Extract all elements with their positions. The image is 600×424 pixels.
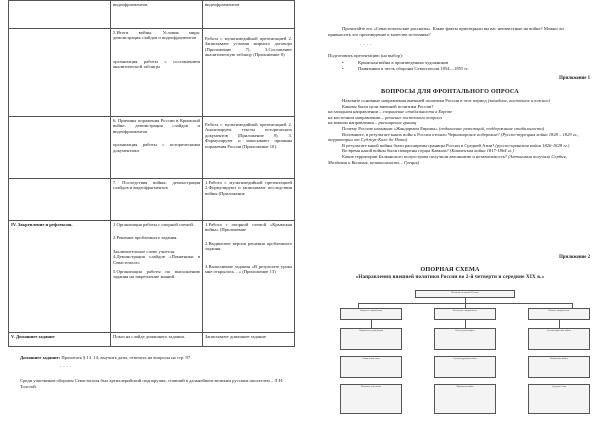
diagram-item: Восточный вопрос	[434, 328, 496, 350]
table-cell	[111, 221, 203, 333]
table-cell	[9, 333, 111, 347]
question-text: Назовите основные направления внешней политики России в этот период	[342, 98, 487, 103]
answer-text: (Кавказская война 1817-1864 гг.)	[449, 148, 514, 154]
table-row	[9, 221, 295, 333]
dash-divider: - - - -	[360, 42, 372, 47]
diagram-connector	[371, 320, 372, 328]
cell-text: организация работы с историческими документами	[113, 142, 200, 153]
answer-text: сохранение стабильности в Европе	[382, 109, 453, 115]
appendix-label: Приложение 2	[559, 255, 590, 260]
diagram-column-head: Западное направление	[340, 308, 402, 320]
diagram-item: Кавказская война	[528, 356, 590, 378]
table-row	[9, 333, 295, 347]
cell-text: 5.Итоги войны. Условия мира: демонстрация слайдов и видеофрагментов	[113, 30, 200, 41]
table-cell: Записывают домашнее задание	[203, 333, 295, 347]
cell-text: Заключительное слово учителя.	[113, 248, 176, 254]
diagram-item: Польское восстание	[340, 384, 402, 414]
table-cell: Показ на слайде домашнего задания.	[111, 333, 203, 347]
question-text: Вспомните, в результате каких войн к России отошло Черноморское побережье?	[342, 131, 500, 137]
cell-text: 1.Работа с мультимедийной презентацией 2.Формулируют и записывают последствия войны (Приложение	[205, 180, 292, 196]
answer-text: (Русско-турецкая война 1828 – 1829 гг., территории от Суджук-Кале до Поти)	[328, 131, 579, 143]
diagram-item: Средняя Азия	[528, 384, 590, 414]
diagram-column-head: Южное направление	[528, 308, 590, 320]
table-cell	[203, 29, 295, 117]
table-row	[9, 1, 295, 29]
dash-divider: - - - -	[60, 364, 72, 369]
question-text: В результате какой войны были расширены границы России в Средней Азии?	[342, 142, 495, 148]
homework-text: Прочитать § 13. 14, выучить даты, ответить на вопросы на стр. 97	[61, 355, 191, 360]
homework-line	[20, 355, 290, 360]
section-heading: ВОПРОСЫ ДЛЯ ФРОНТАЛЬНОГО ОПРОСА	[381, 88, 519, 95]
table-cell	[203, 179, 295, 221]
diagram-item: Священный союз	[340, 356, 402, 378]
section-subheading: «Направления внешней политики России во 2-й четверти и середине XIX в.»	[355, 275, 545, 280]
table-row	[9, 29, 295, 117]
cell-text: Работа с мультимедийной презентацией 2. Анализируют тексты исторических документов (Приложение 9). 3. Формулируют и записывают причины поражения России (Приложение 10).	[205, 122, 292, 149]
diagram-item: Русско-иранская война	[528, 328, 590, 350]
question-item	[328, 132, 586, 143]
lesson-plan-table	[8, 0, 295, 347]
diagram-column-head: Восточное направление	[434, 308, 496, 320]
section-heading: ОПОРНАЯ СХЕМА	[420, 266, 480, 273]
list-item: • Памятники в честь обороны Севастополя 1854—1855 гг.	[328, 66, 586, 72]
answer-prefix: на южном направлении –	[328, 120, 378, 126]
cell-text: 6. Причины поражения России в Крымской войне: демонстрация слайдов и видеофрагментов	[113, 118, 200, 134]
answer-text: расширение границ	[378, 120, 417, 126]
table-cell	[203, 221, 295, 333]
diagram-item: Подавление революций	[340, 328, 402, 350]
cell-text: 2.Выдвигают версии решения проблемного задания.	[205, 240, 292, 252]
diagram-connector	[559, 320, 560, 328]
stage-label: V. Домашнее задание	[11, 334, 55, 339]
presentation-list	[328, 60, 586, 71]
answer-text: (западное, восточное и южное)	[487, 98, 551, 103]
answer-text: решение восточного вопроса	[385, 114, 442, 120]
question-text: Почему Россию называли «Жандармом Европы»	[342, 125, 438, 131]
appendix-label: Приложение 1	[559, 76, 590, 81]
diagram-item: Русско-турецкая война	[434, 356, 496, 378]
answer-text: (подавление революций, поддержание стабильности)	[438, 125, 545, 131]
answer-prefix: на западном направлении –	[328, 109, 382, 115]
table-cell	[203, 117, 295, 179]
homework-label: Домашнее задание:	[20, 355, 61, 360]
question-text: Какие территории Балканского полуострова получили автономию и независимость?	[342, 153, 507, 159]
right-page	[300, 0, 600, 424]
answer-prefix: на восточном направлении –	[328, 114, 384, 120]
table-cell	[111, 29, 203, 117]
cell-text: 7. Последствия войны: демонстрация слайдов и видеофрагментов	[113, 180, 200, 191]
table-cell: видеофрагментов	[111, 1, 203, 29]
question-item	[328, 154, 586, 165]
stage-label: IV. Закрепление и рефлексия.	[11, 222, 73, 227]
table-row	[9, 179, 295, 221]
cell-text: 4.Демонстрация слайдов «Памятники в Севастополе»	[113, 254, 200, 265]
table-cell	[111, 179, 203, 221]
cell-text: 1.Организация работы с опорной схемой.	[113, 222, 194, 227]
cell-text: 5.Организация работы по выполнению задания на закрепление знаний.	[113, 269, 200, 280]
answer-text: (русско-иранская война 1826-1828 гг.)	[495, 142, 570, 148]
answer-text: (Автономия получила Сербия, Молдавия и Валахия, независимость – Греция)	[328, 153, 567, 165]
cell-text: организация работы с составлением аналитической таблицы	[113, 58, 200, 70]
question-text: Во время какой войны были покорены горцы Кавказа?	[342, 148, 449, 154]
paragraph: Подготовить презентацию (на выбор):	[328, 53, 403, 58]
support-diagram	[340, 290, 590, 418]
question-text: Каковы были цели внешней политики России?	[342, 103, 434, 109]
diagram-top-box: Внешняя политика России	[415, 290, 515, 298]
cell-text: Работа с мультимедийной презентацией 2. Записывают условия мирного договора (Приложение 7). 3.Составляют аналитическую таблицу (Приложение 8)	[205, 36, 292, 58]
table-cell	[9, 221, 111, 333]
diagram-item: Крымская война	[434, 384, 496, 414]
list-item: • Крымская война в произведениях художников	[328, 60, 586, 66]
cell-text: 2.Решение проблемного задания.	[113, 235, 178, 241]
intro-paragraph: Среди участников обороны Севастополя был артиллерийский подпоручик, ставший в дальнейшем великим русским писателем – Л.Н. Толстой.	[20, 378, 284, 389]
table-row	[9, 117, 295, 179]
cell-text: 3.Выполнение задания «В результате урока мне открылось…» (Приложение 13)	[205, 263, 292, 275]
diagram-connector	[465, 320, 466, 328]
paragraph: Прочитайте его «Севастопольские рассказы». Какие факты приоткрыли вы вас неизвестные на войне? Можно ли привносить это произведение к качестве источника?	[328, 26, 564, 37]
question-list	[328, 98, 586, 165]
table-cell	[111, 117, 203, 179]
table-cell: видеофрагментов	[203, 1, 295, 29]
cell-text: 1.Работа с опорной схемой «Крымская война» (Приложение	[205, 222, 292, 233]
